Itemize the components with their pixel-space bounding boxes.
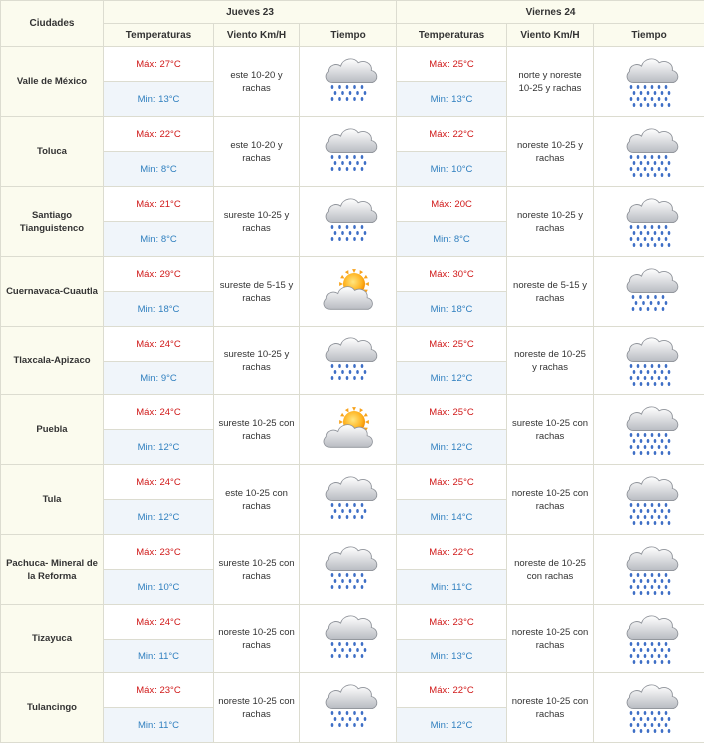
min-temp: Min: 13°C	[397, 640, 507, 673]
table-row	[1, 257, 704, 292]
max-temp: Máx: 21°C	[104, 187, 214, 222]
rain-cloud-icon	[318, 54, 378, 110]
table-row	[1, 117, 704, 152]
min-temp: Min: 8°C	[104, 222, 214, 257]
city-name: Cuernavaca-Cuautla	[1, 257, 104, 327]
min-temp: Min: 11°C	[104, 640, 214, 673]
max-temp: Máx: 22°C	[104, 117, 214, 152]
max-temp: Máx: 22°C	[397, 117, 507, 152]
min-temp: Min: 12°C	[104, 430, 214, 465]
header-day-2: Viernes 24	[397, 1, 704, 24]
weather-cell	[300, 47, 397, 117]
min-temp: Min: 18°C	[397, 292, 507, 327]
table-row	[1, 605, 704, 640]
table-row	[1, 673, 704, 708]
partly-sunny-icon	[318, 402, 378, 458]
partly-sunny-icon	[318, 264, 378, 320]
header-viento: Viento Km/H	[507, 24, 594, 47]
max-temp: Máx: 23°C	[104, 673, 214, 708]
wind-text: noreste 10-25 con rachas	[507, 465, 594, 535]
rain-cloud-icon	[318, 333, 378, 389]
weather-cell	[300, 535, 397, 605]
wind-text: sureste 10-25 y rachas	[214, 187, 300, 257]
max-temp: Máx: 30°C	[397, 257, 507, 292]
wind-text: noreste 10-25 con rachas	[507, 673, 594, 743]
wind-text: noreste 10-25 con rachas	[214, 673, 300, 743]
weather-cell	[594, 257, 704, 327]
min-temp: Min: 8°C	[104, 152, 214, 187]
city-name: Tizayuca	[1, 605, 104, 673]
wind-text: noreste de 5-15 y rachas	[507, 257, 594, 327]
header-viento: Viento Km/H	[214, 24, 300, 47]
weather-cell	[594, 47, 704, 117]
rain-cloud-icon	[318, 124, 378, 180]
wind-text: este 10-20 y rachas	[214, 47, 300, 117]
rain-cloud-icon	[318, 542, 378, 598]
table-row	[1, 395, 704, 430]
min-temp: Min: 14°C	[397, 500, 507, 535]
weather-cell	[594, 327, 704, 395]
heavy-rain-cloud-icon	[619, 680, 679, 736]
weather-cell	[594, 187, 704, 257]
max-temp: Máx: 24°C	[104, 465, 214, 500]
header-temperaturas: Temperaturas	[397, 24, 507, 47]
max-temp: Máx: 25°C	[397, 47, 507, 82]
rain-cloud-icon	[318, 680, 378, 736]
wind-text: sureste 10-25 y rachas	[214, 327, 300, 395]
weather-cell	[594, 673, 704, 743]
rain-cloud-icon	[318, 611, 378, 667]
min-temp: Min: 11°C	[104, 708, 214, 743]
table-row	[1, 47, 704, 82]
weather-cell	[300, 605, 397, 673]
min-temp: Min: 18°C	[104, 292, 214, 327]
min-temp: Min: 12°C	[397, 362, 507, 395]
min-temp: Min: 12°C	[397, 708, 507, 743]
city-name: Tula	[1, 465, 104, 535]
rain-cloud-icon	[318, 472, 378, 528]
min-temp: Min: 13°C	[397, 82, 507, 117]
weather-cell	[300, 465, 397, 535]
max-temp: Máx: 25°C	[397, 465, 507, 500]
min-temp: Min: 12°C	[104, 500, 214, 535]
heavy-rain-cloud-icon	[619, 611, 679, 667]
wind-text: sureste de 5-15 y rachas	[214, 257, 300, 327]
city-name: Toluca	[1, 117, 104, 187]
min-temp: Min: 9°C	[104, 362, 214, 395]
max-temp: Máx: 25°C	[397, 327, 507, 362]
heavy-rain-cloud-icon	[619, 472, 679, 528]
weather-cell	[300, 327, 397, 395]
min-temp: Min: 13°C	[104, 82, 214, 117]
weather-cell	[594, 535, 704, 605]
city-name: Tlaxcala-Apizaco	[1, 327, 104, 395]
min-temp: Min: 8°C	[397, 222, 507, 257]
max-temp: Máx: 24°C	[104, 395, 214, 430]
max-temp: Máx: 22°C	[397, 535, 507, 570]
max-temp: Máx: 23°C	[104, 535, 214, 570]
heavy-rain-cloud-icon	[619, 542, 679, 598]
max-temp: Máx: 27°C	[104, 47, 214, 82]
city-name: Tulancingo	[1, 673, 104, 743]
weather-cell	[300, 673, 397, 743]
table-row	[1, 187, 704, 222]
rain-cloud-icon	[318, 194, 378, 250]
city-name: Puebla	[1, 395, 104, 465]
weather-cell	[300, 187, 397, 257]
max-temp: Máx: 24°C	[104, 327, 214, 362]
min-temp: Min: 11°C	[397, 570, 507, 605]
min-temp: Min: 10°C	[104, 570, 214, 605]
heavy-rain-cloud-icon	[619, 333, 679, 389]
table-row	[1, 327, 704, 362]
wind-text: noreste 10-25 con rachas	[214, 605, 300, 673]
header-tiempo: Tiempo	[594, 24, 704, 47]
table-row	[1, 535, 704, 570]
city-name: Pachuca- Mineral de la Reforma	[1, 535, 104, 605]
wind-text: sureste 10-25 con rachas	[214, 395, 300, 465]
weather-cell	[300, 257, 397, 327]
weather-cell	[300, 117, 397, 187]
wind-text: noreste de 10-25 y rachas	[507, 327, 594, 395]
max-temp: Máx: 29°C	[104, 257, 214, 292]
wind-text: sureste 10-25 con rachas	[214, 535, 300, 605]
heavy-rain-cloud-icon	[619, 124, 679, 180]
wind-text: norte y noreste 10-25 y rachas	[507, 47, 594, 117]
heavy-rain-cloud-icon	[619, 194, 679, 250]
wind-text: noreste 10-25 con rachas	[507, 605, 594, 673]
header-day-1: Jueves 23	[104, 1, 397, 24]
header-ciudades: Ciudades	[1, 1, 104, 47]
weather-cell	[594, 117, 704, 187]
header-tiempo: Tiempo	[300, 24, 397, 47]
min-temp: Min: 12°C	[397, 430, 507, 465]
heavy-rain-cloud-icon	[619, 54, 679, 110]
min-temp: Min: 10°C	[397, 152, 507, 187]
wind-text: noreste 10-25 y rachas	[507, 187, 594, 257]
city-name: Santiago Tianguistenco	[1, 187, 104, 257]
weather-cell	[594, 395, 704, 465]
table-row	[1, 465, 704, 500]
rain-cloud-icon	[619, 264, 679, 320]
wind-text: este 10-25 con rachas	[214, 465, 300, 535]
wind-text: sureste 10-25 con rachas	[507, 395, 594, 465]
max-temp: Máx: 20C	[397, 187, 507, 222]
weather-cell	[594, 605, 704, 673]
heavy-rain-cloud-icon	[619, 402, 679, 458]
max-temp: Máx: 24°C	[104, 605, 214, 640]
city-name: Valle de México	[1, 47, 104, 117]
max-temp: Máx: 25°C	[397, 395, 507, 430]
wind-text: este 10-20 y rachas	[214, 117, 300, 187]
weather-cell	[594, 465, 704, 535]
wind-text: noreste 10-25 y rachas	[507, 117, 594, 187]
weather-cell	[300, 395, 397, 465]
max-temp: Máx: 23°C	[397, 605, 507, 640]
header-temperaturas: Temperaturas	[104, 24, 214, 47]
forecast-body	[1, 47, 704, 743]
max-temp: Máx: 22°C	[397, 673, 507, 708]
wind-text: noreste de 10-25 con rachas	[507, 535, 594, 605]
